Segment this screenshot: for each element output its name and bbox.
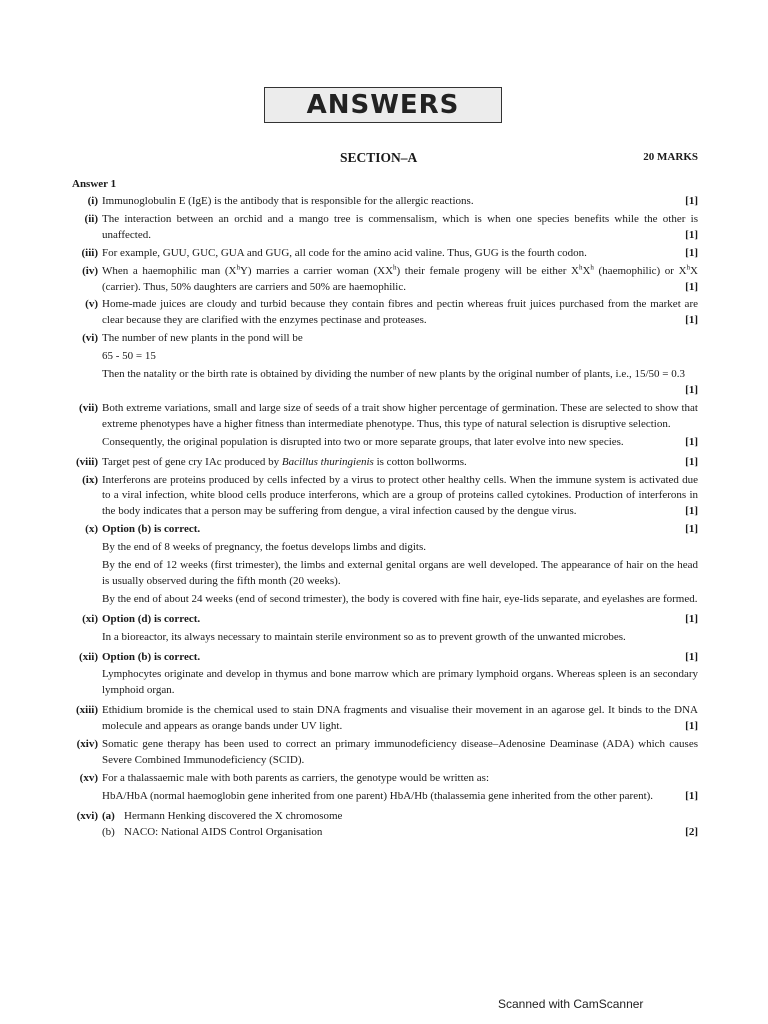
mark: [1] bbox=[685, 195, 698, 207]
item-number: (xii) bbox=[79, 650, 98, 663]
mark: [2] bbox=[685, 825, 698, 838]
item-text: Both extreme variations, small and large size of seeds of a trait show higher percentage of germination. These are selected to show that extreme phenotypes have a higher fitness than intermediate phenotype. Thus, this type of natural selection is disruptive selection. bbox=[102, 401, 698, 430]
item-text: Hermann Henking discovered the X chromosome bbox=[124, 809, 343, 822]
mark: [1] bbox=[685, 612, 698, 625]
answers-content bbox=[70, 194, 698, 843]
item-text: Somatic gene therapy has been used to correct an primary immunodeficiency disease–Adenosine Deaminase (ADA) which causes Severe Combined Immunodeficiency (SCID). bbox=[102, 738, 698, 766]
answer-item-ix bbox=[70, 473, 698, 521]
answer-item-ii bbox=[70, 212, 698, 244]
item-number: (xiii) bbox=[76, 704, 98, 717]
page-title: ANSWERS bbox=[306, 90, 460, 120]
item-text: For example, GUU, GUC, GUA and GUG, all code for the amino acid valine. Thus, GUG is the fourth codon. bbox=[102, 246, 587, 259]
item-text: The number of new plants in the pond will be bbox=[102, 332, 303, 345]
item-number: (i) bbox=[87, 195, 98, 207]
mark: [1] bbox=[685, 523, 698, 536]
sub-item-b bbox=[102, 825, 698, 841]
item-text: In a bioreactor, its always necessary to maintain sterile environment so as to prevent growth of the unwanted microbes. bbox=[102, 630, 626, 643]
answer-item-xvi bbox=[70, 809, 698, 841]
mark: [1] bbox=[685, 435, 698, 448]
mark: [1] bbox=[685, 280, 698, 293]
mark: [1] bbox=[685, 228, 698, 241]
sub-item-label: (b) bbox=[102, 825, 115, 838]
sub-item-label: (a) bbox=[102, 809, 115, 822]
item-number: (viii) bbox=[76, 455, 98, 468]
item-text: Ethidium bromide is the chemical used to stain DNA fragments and visualise their movement in an agarose gel. It binds to the DNA molecule and appears as orange bands under UV light. bbox=[102, 704, 698, 733]
item-number: (v) bbox=[85, 298, 98, 311]
answer-item-x bbox=[70, 522, 698, 610]
item-text: Consequently, the original population is disrupted into two or more separate groups, that later evolve into new species. bbox=[102, 435, 624, 448]
answer-item-i bbox=[70, 194, 698, 210]
mark: [1] bbox=[685, 720, 698, 733]
answer-item-xiii bbox=[70, 703, 698, 735]
item-number: (xiv) bbox=[76, 738, 98, 751]
answer-heading: Answer 1 bbox=[72, 178, 117, 190]
mark: [1] bbox=[685, 650, 698, 663]
answer-item-iii bbox=[70, 246, 698, 262]
item-number: (ix) bbox=[82, 473, 98, 486]
answer-item-vi bbox=[70, 331, 698, 399]
item-text: Immunoglobulin E (IgE) is the antibody that is responsible for the allergic reactions. bbox=[102, 195, 474, 207]
section-heading: SECTION–A bbox=[340, 150, 418, 165]
mark: [1] bbox=[685, 789, 698, 802]
item-number: (vi) bbox=[82, 332, 98, 345]
answer-item-xv bbox=[70, 771, 698, 807]
option-text: Option (b) is correct. bbox=[102, 650, 201, 663]
item-number: (xv) bbox=[79, 771, 98, 784]
species-name: Bacillus thuringienis bbox=[281, 455, 374, 468]
item-number: (x) bbox=[85, 523, 98, 536]
item-number: (iv) bbox=[82, 264, 98, 277]
answer-item-xiv bbox=[70, 737, 698, 769]
scanner-watermark: Scanned with CamScanner bbox=[498, 997, 644, 1011]
mark: [1] bbox=[685, 246, 698, 259]
item-number: (xi) bbox=[82, 612, 98, 625]
marks-label: 20 MARKS bbox=[643, 151, 698, 163]
item-text: Lymphocytes originate and develop in thymus and bone marrow which are primary lymphoid organs. Whereas spleen is an secondary lymphoid organ. bbox=[102, 668, 698, 697]
title-box bbox=[264, 87, 502, 123]
item-text: Interferons are proteins produced by cells infected by a virus to protect other healthy cells. When the immune system is activated due to a viral infection, white blood cells produce interferons, which are a group of proteins called cytokines. Production of interferons in the body indicates that a person may be suffering from dengue, a viral infection caused by the dengue virus. bbox=[102, 473, 698, 518]
answer-item-v bbox=[70, 297, 698, 329]
mark: [1] bbox=[685, 314, 698, 327]
item-number: (iii) bbox=[81, 246, 98, 259]
item-text: By the end of about 24 weeks (end of second trimester), the body is covered with fine hair, eye-lids separate, and eyelashes are formed. bbox=[102, 592, 698, 605]
answer-item-viii bbox=[70, 455, 698, 471]
option-text: Option (d) is correct. bbox=[102, 612, 201, 625]
item-text: For a thalassaemic male with both parents as carriers, the genotype would be written as: bbox=[102, 771, 490, 784]
item-text: NACO: National AIDS Control Organisation bbox=[124, 825, 323, 838]
item-text: is cotton bollworms. bbox=[373, 455, 467, 468]
item-text: By the end of 8 weeks of pregnancy, the foetus develops limbs and digits. bbox=[102, 541, 427, 554]
answer-item-xi bbox=[70, 612, 698, 648]
item-text: When a haemophilic man $(X^hY)$ marries a carrier woman $(XX^h)$ their female progeny will be either $X^hX^h$ (haemophilic) or $X^hX$ (carrier). Thus, 50% daughters are carriers and 50% are haemophilic. [1] bbox=[102, 264, 698, 296]
item-text: Home-made juices are cloudy and turbid because they contain fibres and pectin whereas fruit juices purchased from the market are clear because they are clarified with the enzymes pectinase and proteases. bbox=[102, 298, 698, 327]
mark: [1] bbox=[685, 455, 698, 468]
option-text: Option (b) is correct. bbox=[102, 523, 201, 536]
item-text: By the end of 12 weeks (first trimester), the limbs and external genital organs are well developed. The appearance of hair on the head is usually observed during the fifth month (20 weeks). bbox=[102, 559, 698, 587]
item-number: (xvi) bbox=[76, 809, 98, 822]
answer-item-vii bbox=[70, 401, 698, 453]
mark: [1] bbox=[685, 505, 698, 518]
mark: [1] bbox=[685, 383, 698, 396]
item-text: Then the natality or the birth rate is obtained by dividing the number of new plants by the original number of plants, i.e., 15/50 = 0.3 bbox=[102, 368, 685, 381]
sub-item-a bbox=[102, 809, 698, 825]
item-number: (vii) bbox=[79, 401, 98, 414]
item-text: Target pest of gene cry IAc produced by bbox=[102, 455, 282, 468]
answer-item-iv bbox=[70, 264, 698, 296]
item-text: HbA/HbA (normal haemoglobin gene inherited from one parent) HbA/Hb (thalassemia gene inherited from the other parent). bbox=[102, 789, 654, 802]
equation: 65 - 50 = 15 bbox=[102, 350, 156, 363]
item-number: (ii) bbox=[84, 212, 98, 225]
item-text: The interaction between an orchid and a mango tree is commensalism, which is when one species benefits while the other is unaffected. bbox=[102, 212, 698, 241]
answer-item-xii bbox=[70, 650, 698, 702]
